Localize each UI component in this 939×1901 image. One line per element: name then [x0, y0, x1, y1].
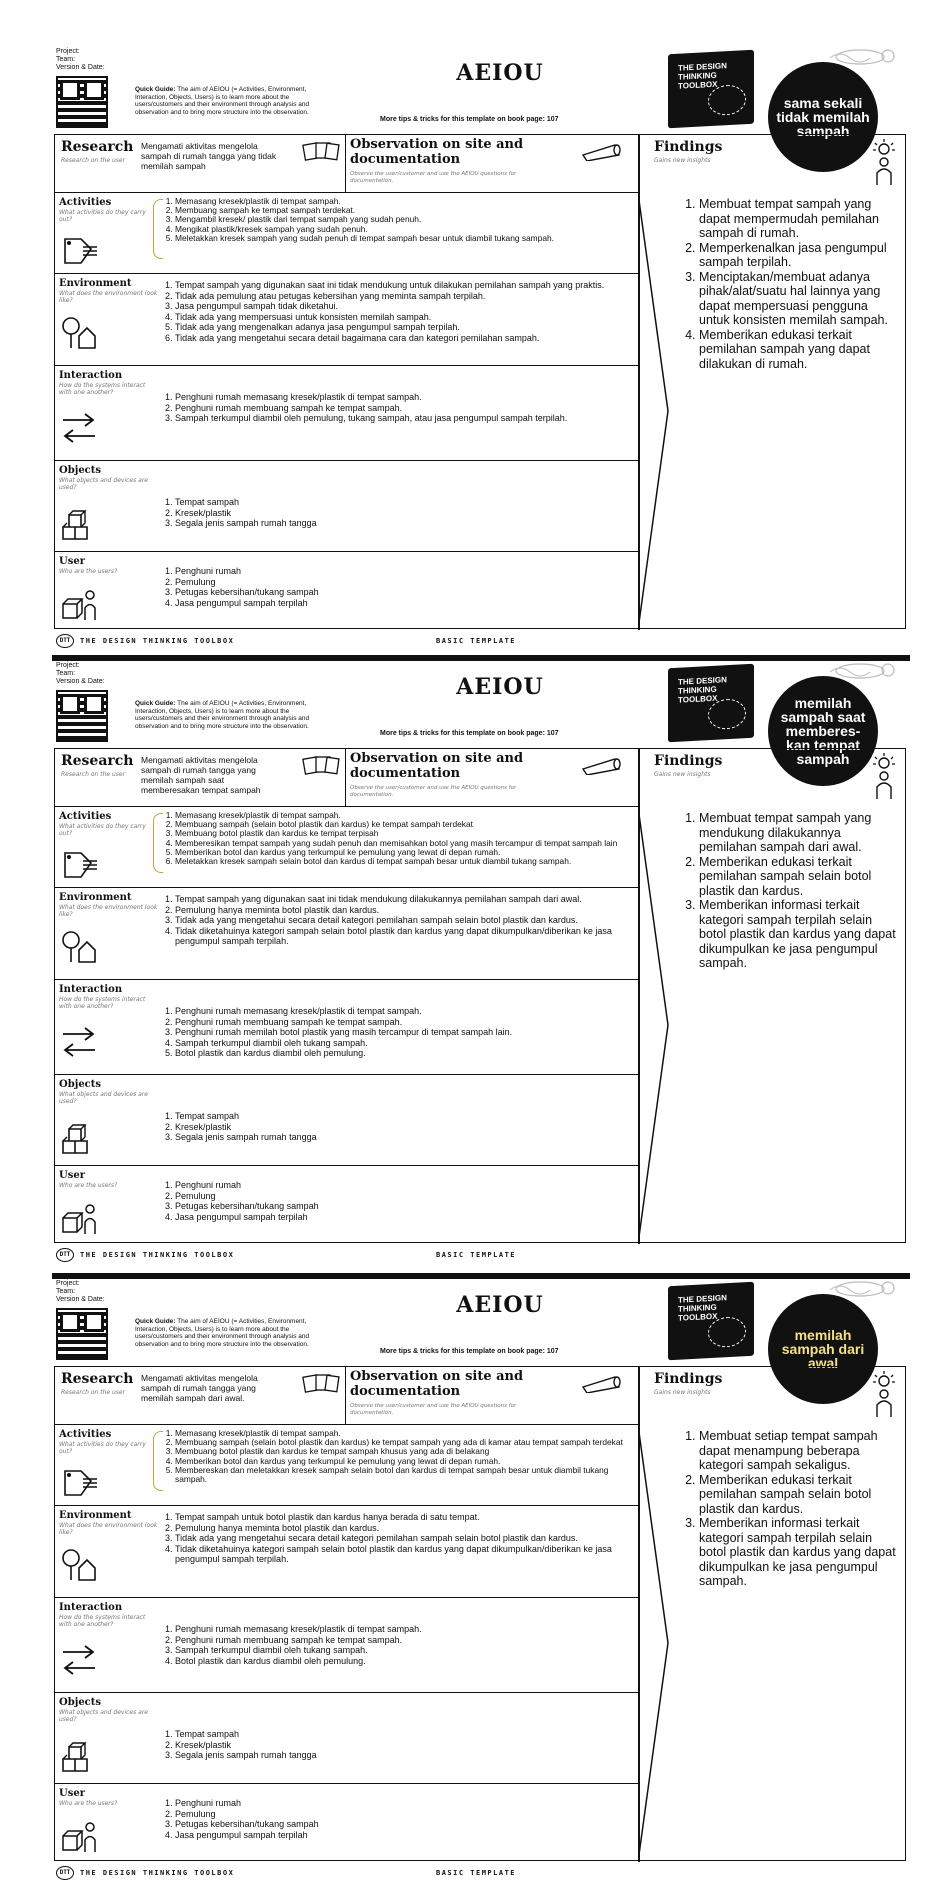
quick-guide-label: Quick Guide:: [135, 86, 176, 93]
findings-item: 3. Memberikan informasi terkait kategori sampah terpilah selain botol plastik dan kardus yang dapat dikumpulkan ke jasa pengumpul sampah.: [699, 898, 900, 971]
book-cover-image: [668, 50, 754, 129]
activities-subtitle: What activities do they carry out?: [59, 1441, 146, 1455]
quick-guide-label: Quick Guide:: [135, 1318, 176, 1325]
findings-heading: Findings: [654, 753, 723, 769]
environment-heading: Environment: [59, 1510, 132, 1521]
page-title: AEIOU: [456, 1292, 544, 1318]
sheet-separator: [52, 655, 910, 661]
findings-subtitle: Gains new insights: [654, 771, 711, 778]
aeiou-sections: [55, 193, 638, 630]
objects-subtitle: What objects and devices are used?: [59, 1091, 148, 1105]
meta-block: [56, 1280, 105, 1304]
interaction-heading: Interaction: [59, 1602, 123, 1613]
idea-person-icon: [871, 1369, 897, 1419]
user-section: [55, 552, 638, 630]
interaction-item: 4. Sampah terkumpul diambil oleh tukang sampah.: [175, 1038, 628, 1049]
meta-team: Team:: [56, 670, 76, 677]
research-subtitle: Research on the user: [61, 157, 126, 164]
meta-version: Version & Date:: [56, 64, 105, 71]
activities-item: 4. Memberesikan tempat sampah yang sudah penuh dan memisahkan botol yang masih tercampur di tempat sampah lain: [175, 839, 628, 848]
findings-item: 2. Memperkenalkan jasa pengumpul sampah terpilah.: [699, 241, 900, 270]
interaction-item: 2. Penghuni rumah membuang sampah ke tempat sampah.: [175, 1017, 628, 1028]
activities-item: 4. Mengikat plastik/kresek sampah yang sudah penuh.: [175, 225, 628, 234]
environment-item: 2. Tidak ada pemulung atau petugas kebersihan yang meminta sampah terpilah.: [175, 291, 628, 302]
objects-item: 1. Tempat sampah: [175, 497, 628, 508]
footer: [56, 1251, 856, 1263]
activities-item: 5. Memberikan botol dan kardus yang terkumpul ke pemulung yang lewat di depan rumah.: [175, 848, 628, 857]
page-title: AEIOU: [456, 60, 544, 86]
environment-list: [163, 1512, 628, 1565]
objects-heading: Objects: [59, 1079, 102, 1090]
meta-team: Team:: [56, 1288, 76, 1295]
meta-version: Version & Date:: [56, 1296, 105, 1303]
scribble-icon: [708, 84, 746, 116]
boxes-icon: [59, 1737, 99, 1773]
findings-heading: Findings: [654, 1371, 723, 1387]
interaction-section: [55, 366, 638, 461]
findings-subtitle: Gains new insights: [654, 157, 711, 164]
activities-list: [163, 811, 628, 866]
findings-item: 1. Membuat setiap tempat sampah dapat menampung beberapa kategori sampah sekaligus.: [699, 1429, 900, 1473]
environment-item: 4. Tidak diketahuinya kategori sampah selain botol plastik dan kardus yang dapat dikumpulkan/diberikan ke jasa pengumpul sampah terpilah.: [175, 1544, 628, 1565]
findings-item: 3. Menciptakan/membuat adanya pihak/alat/suatu hal lainnya yang dapat mempersuasi pengguna untuk konsisten memilah sampah.: [699, 270, 900, 328]
user-item: 3. Petugas kebersihan/tukang sampah: [175, 1819, 628, 1830]
footer-brand: THE DESIGN THINKING TOOLBOX: [80, 1251, 235, 1259]
objects-item: 1. Tempat sampah: [175, 1729, 628, 1740]
findings-item: 1. Membuat tempat sampah yang mendukung dilakukannya pemilahan sampah dari awal.: [699, 811, 900, 855]
tree-house-icon: [59, 1546, 99, 1582]
dtt-logo-icon: DTT: [56, 1866, 74, 1880]
interaction-subtitle: How do the systems interact with one another?: [59, 382, 146, 396]
findings-item: 2. Memberikan edukasi terkait pemilahan sampah selain botol plastik dan kardus.: [699, 855, 900, 899]
footer-template-label: BASIC TEMPLATE: [436, 637, 517, 645]
tips-text: More tips & tricks for this template on book page: 107: [380, 730, 559, 737]
activities-item: 5. Membereskan dan meletakkan kresek sampah selain botol dan kardus di tempat sampah besar untuk diambil tukang sampah.: [175, 1466, 628, 1484]
observation-section: [346, 749, 638, 807]
interaction-item: 2. Penghuni rumah membuang sampah ke tempat sampah.: [175, 403, 628, 414]
interaction-heading: Interaction: [59, 984, 123, 995]
tips-text: More tips & tricks for this template on book page: 107: [380, 116, 559, 123]
observation-heading: Observation on site and documentation: [350, 137, 524, 167]
user-item: 1. Penghuni rumah: [175, 566, 628, 577]
environment-item: 3. Tidak ada yang mengetahui secara detail kategori pemilahan sampah selain botol plastik dan kardus.: [175, 1533, 628, 1544]
research-section: [55, 135, 346, 193]
research-section: [55, 1367, 346, 1425]
activities-item: 3. Membuang botol plastik dan kardus ke tempat terpisah: [175, 829, 628, 838]
environment-section: [55, 274, 638, 366]
user-subtitle: Who are the users?: [59, 1182, 118, 1189]
aeiou-canvas: [54, 134, 906, 629]
objects-list: [163, 497, 628, 529]
environment-subtitle: What does the environment look like?: [59, 904, 158, 918]
environment-item: 5. Tidak ada yang mengenalkan adanya jasa pengumpul sampah terpilah.: [175, 322, 628, 333]
findings-section: [640, 749, 905, 1244]
environment-section: [55, 1506, 638, 1598]
aeiou-sections: [55, 1425, 638, 1862]
activities-item: 1. Memasang kresek/plastik di tempat sampah.: [175, 1429, 628, 1438]
scenario-label: sama sekali tidak memilah sampah: [776, 95, 870, 139]
qr-code-icon: [56, 1308, 108, 1360]
interaction-item: 1. Penghuni rumah memasang kresek/plastik di tempat sampah.: [175, 392, 628, 403]
findings-subtitle: Gains new insights: [654, 1389, 711, 1396]
user-item: 2. Pemulung: [175, 577, 628, 588]
objects-item: 1. Tempat sampah: [175, 1111, 628, 1122]
footer-template-label: BASIC TEMPLATE: [436, 1869, 517, 1877]
user-heading: User: [59, 1788, 85, 1799]
findings-list: [685, 197, 900, 371]
activities-item: 5. Meletakkan kresek sampah yang sudah penuh di tempat sampah besar untuk diambil tukang sampah.: [175, 234, 628, 243]
interaction-list: [163, 1624, 628, 1666]
aeiou-sheet: [0, 662, 939, 1296]
quick-guide-text: The aim of AEIOU (= Activities, Environment, Interaction, Objects, Users) is to learn more about the users/customers and their environment through analysis and observation and to bring more structure into the observation.: [135, 700, 310, 730]
footer-brand: THE DESIGN THINKING TOOLBOX: [80, 1869, 235, 1877]
book-cover-image: [668, 1282, 754, 1361]
findings-item: 4. Memberikan edukasi terkait pemilahan sampah yang dapat dilakukan di rumah.: [699, 328, 900, 372]
telescope-icon: [581, 141, 625, 161]
quick-guide: [135, 86, 325, 116]
book-title: THE DESIGN THINKING TOOLBOX: [678, 675, 727, 705]
activities-icon: [59, 233, 99, 269]
aeiou-sheet: [0, 48, 939, 682]
findings-list: [685, 1429, 900, 1589]
user-item: 2. Pemulung: [175, 1809, 628, 1820]
meta-block: [56, 48, 105, 72]
research-text: Mengamati aktivitas mengelola sampah di rumah tangga yang tidak memilah sampah: [141, 141, 277, 171]
interaction-section: [55, 980, 638, 1075]
scenario-label: memilah sampah dari awal: [781, 1327, 865, 1371]
user-list: [163, 1180, 628, 1222]
environment-heading: Environment: [59, 892, 132, 903]
activities-section: [55, 1425, 638, 1506]
observation-heading: Observation on site and documentation: [350, 751, 524, 781]
quick-guide: [135, 1318, 325, 1348]
cards-icon: [302, 1373, 340, 1393]
environment-subtitle: What does the environment look like?: [59, 1522, 158, 1536]
activities-item: 4. Memberikan botol dan kardus yang terkumpul ke pemulung yang lewat di depan rumah.: [175, 1457, 628, 1466]
footer-brand: THE DESIGN THINKING TOOLBOX: [80, 637, 235, 645]
objects-item: 2. Kresek/plastik: [175, 508, 628, 519]
quick-guide: [135, 700, 325, 730]
boxes-icon: [59, 1119, 99, 1155]
sheet-separator: [52, 1273, 910, 1279]
activities-section: [55, 807, 638, 888]
findings-item: 2. Memberikan edukasi terkait pemilahan sampah selain botol plastik dan kardus.: [699, 1473, 900, 1517]
interaction-section: [55, 1598, 638, 1693]
objects-list: [163, 1729, 628, 1761]
objects-list: [163, 1111, 628, 1143]
interaction-item: 3. Penghuni rumah memilah botol plastik yang masih tercampur di tempat sampah lain.: [175, 1027, 628, 1038]
activities-heading: Activities: [59, 1429, 112, 1440]
meta-project: Project:: [56, 662, 80, 669]
environment-section: [55, 888, 638, 980]
interaction-item: 5. Botol plastik dan kardus diambil oleh pemulung.: [175, 1048, 628, 1059]
environment-item: 6. Tidak ada yang mengetahui secara detail bagaimana cara dan kategori pemilahan sampah.: [175, 333, 628, 344]
meta-project: Project:: [56, 1280, 80, 1287]
observation-subtitle: Observe the user/customer and use the AEIOU questions for documentation.: [350, 171, 517, 184]
observation-heading: Observation on site and documentation: [350, 1369, 524, 1399]
research-heading: Research: [61, 1371, 134, 1387]
findings-section: [640, 1367, 905, 1862]
scribble-icon: [708, 698, 746, 730]
interaction-heading: Interaction: [59, 370, 123, 381]
environment-item: 1. Tempat sampah yang digunakan saat ini tidak mendukung untuk dilakukan pemilahan sampah yang praktis.: [175, 280, 628, 291]
interaction-item: 3. Sampah terkumpul diambil oleh tukang sampah.: [175, 1645, 628, 1656]
telescope-icon: [581, 755, 625, 775]
research-subtitle: Research on the user: [61, 1389, 126, 1396]
observation-section: [346, 135, 638, 193]
environment-item: 4. Tidak ada yang mempersuasi untuk konsisten memilah sampah.: [175, 312, 628, 323]
dtt-logo-icon: DTT: [56, 634, 74, 648]
environment-item: 3. Jasa pengumpul sampah tidak diketahui.: [175, 301, 628, 312]
footer: [56, 637, 856, 649]
user-item: 3. Petugas kebersihan/tukang sampah: [175, 1201, 628, 1212]
user-item: 4. Jasa pengumpul sampah terpilah: [175, 598, 628, 609]
interaction-item: 3. Sampah terkumpul diambil oleh pemulung, tukang sampah, atau jasa pengumpul sampah terpilah.: [175, 413, 628, 424]
user-item: 2. Pemulung: [175, 1191, 628, 1202]
telescope-icon: [581, 1373, 625, 1393]
activities-item: 1. Memasang kresek/plastik di tempat sampah.: [175, 811, 628, 820]
objects-item: 3. Segala jenis sampah rumah tangga: [175, 1132, 628, 1143]
activities-item: 1. Memasang kresek/plastik di tempat sampah.: [175, 197, 628, 206]
user-subtitle: Who are the users?: [59, 1800, 118, 1807]
boxes-icon: [59, 505, 99, 541]
cards-icon: [302, 755, 340, 775]
page-title: AEIOU: [456, 674, 544, 700]
exchange-arrows-icon: [59, 1024, 99, 1060]
objects-heading: Objects: [59, 465, 102, 476]
user-item: 1. Penghuni rumah: [175, 1798, 628, 1809]
observation-subtitle: Observe the user/customer and use the AEIOU questions for documentation.: [350, 785, 517, 798]
activities-bracket: [153, 813, 163, 873]
interaction-subtitle: How do the systems interact with one another?: [59, 996, 146, 1010]
activities-subtitle: What activities do they carry out?: [59, 823, 146, 837]
activities-list: [163, 1429, 628, 1484]
interaction-list: [163, 1006, 628, 1059]
objects-section: [55, 1075, 638, 1166]
objects-section: [55, 461, 638, 552]
user-subtitle: Who are the users?: [59, 568, 118, 575]
user-section: [55, 1784, 638, 1862]
book-title: THE DESIGN THINKING TOOLBOX: [678, 61, 727, 91]
research-heading: Research: [61, 139, 134, 155]
environment-item: 2. Pemulung hanya meminta botol plastik dan kardus.: [175, 1523, 628, 1534]
scribble-icon: [708, 1316, 746, 1348]
interaction-item: 4. Botol plastik dan kardus diambil oleh pemulung.: [175, 1656, 628, 1667]
research-subtitle: Research on the user: [61, 771, 126, 778]
environment-heading: Environment: [59, 278, 132, 289]
aeiou-canvas: [54, 1366, 906, 1861]
meta-project: Project:: [56, 48, 80, 55]
environment-item: 2. Pemulung hanya meminta botol plastik dan kardus.: [175, 905, 628, 916]
interaction-item: 2. Penghuni rumah membuang sampah ke tempat sampah.: [175, 1635, 628, 1646]
cards-icon: [302, 141, 340, 161]
findings-section: [640, 135, 905, 630]
user-item: 4. Jasa pengumpul sampah terpilah: [175, 1212, 628, 1223]
qr-code-icon: [56, 690, 108, 742]
activities-item: 3. Membuang botol plastik dan kardus ke tempat sampah khusus yang ada di belakang: [175, 1447, 628, 1456]
research-text: Mengamati aktivitas mengelola sampah di rumah tangga yang memilah sampah saat memberesakan tempat sampah: [141, 755, 261, 795]
environment-item: 4. Tidak diketahuinya kategori sampah selain botol plastik dan kardus yang dapat dikumpulkan/diberikan ke jasa pengumpul sampah terpilah.: [175, 926, 628, 947]
user-with-box-icon: [59, 1818, 99, 1854]
quick-guide-text: The aim of AEIOU (= Activities, Environment, Interaction, Objects, Users) is to learn more about the users/customers and their environment through analysis and observation and to bring more structure into the observation.: [135, 86, 310, 116]
dtt-logo-icon: DTT: [56, 1248, 74, 1262]
user-list: [163, 566, 628, 608]
research-text: Mengamati aktivitas mengelola sampah di rumah tangga yang memilah sampah dari awal.: [141, 1373, 258, 1403]
environment-list: [163, 280, 628, 343]
environment-list: [163, 894, 628, 947]
findings-list: [685, 811, 900, 971]
environment-item: 3. Tidak ada yang mengetahui secara detail kategori pemilahan sampah selain botol plastik dan kardus.: [175, 915, 628, 926]
aeiou-sections: [55, 807, 638, 1244]
findings-heading: Findings: [654, 139, 723, 155]
user-with-box-icon: [59, 586, 99, 622]
objects-item: 3. Segala jenis sampah rumah tangga: [175, 1750, 628, 1761]
objects-section: [55, 1693, 638, 1784]
interaction-item: 1. Penghuni rumah memasang kresek/plastik di tempat sampah.: [175, 1624, 628, 1635]
activities-section: [55, 193, 638, 274]
objects-subtitle: What objects and devices are used?: [59, 1709, 148, 1723]
scenario-label: memilah sampah saat memberes-kan tempat sampah: [780, 695, 866, 767]
quick-guide-label: Quick Guide:: [135, 700, 176, 707]
research-section: [55, 749, 346, 807]
meta-team: Team:: [56, 56, 76, 63]
activities-list: [163, 197, 628, 243]
environment-item: 1. Tempat sampah untuk botol plastik dan kardus hanya berada di satu tempat.: [175, 1512, 628, 1523]
user-list: [163, 1798, 628, 1840]
objects-heading: Objects: [59, 1697, 102, 1708]
exchange-arrows-icon: [59, 1642, 99, 1678]
activities-heading: Activities: [59, 197, 112, 208]
environment-item: 1. Tempat sampah yang digunakan saat ini tidak mendukung dilakukannya pemilahan sampah dari awal.: [175, 894, 628, 905]
tips-text: More tips & tricks for this template on book page: 107: [380, 1348, 559, 1355]
interaction-item: 1. Penghuni rumah memasang kresek/plastik di tempat sampah.: [175, 1006, 628, 1017]
meta-version: Version & Date:: [56, 678, 105, 685]
observation-subtitle: Observe the user/customer and use the AEIOU questions for documentation.: [350, 1403, 517, 1416]
observation-section: [346, 1367, 638, 1425]
user-heading: User: [59, 1170, 85, 1181]
activities-bracket: [153, 1431, 163, 1491]
book-cover-image: [668, 664, 754, 743]
aeiou-sheet: [0, 1280, 939, 1901]
research-heading: Research: [61, 753, 134, 769]
activities-subtitle: What activities do they carry out?: [59, 209, 146, 223]
footer-template-label: BASIC TEMPLATE: [436, 1251, 517, 1259]
activities-bracket: [153, 199, 163, 259]
environment-subtitle: What does the environment look like?: [59, 290, 158, 304]
activities-item: 2. Membuang sampah ke tempat sampah terdekat.: [175, 206, 628, 215]
activities-item: 2. Membuang sampah (selain botol plastik dan kardus) ke tempat sampah terdekat: [175, 820, 628, 829]
objects-subtitle: What objects and devices are used?: [59, 477, 148, 491]
user-item: 3. Petugas kebersihan/tukang sampah: [175, 587, 628, 598]
book-title: THE DESIGN THINKING TOOLBOX: [678, 1293, 727, 1323]
qr-code-icon: [56, 76, 108, 128]
quick-guide-text: The aim of AEIOU (= Activities, Environment, Interaction, Objects, Users) is to learn more about the users/customers and their environment through analysis and observation and to bring more structure into the observation.: [135, 1318, 310, 1348]
activities-item: 3. Mengambil kresek/ plastik dari tempat sampah yang sudah penuh.: [175, 215, 628, 224]
meta-block: [56, 662, 105, 686]
activities-heading: Activities: [59, 811, 112, 822]
tree-house-icon: [59, 928, 99, 964]
activities-icon: [59, 847, 99, 883]
activities-item: 6. Meletakkan kresek sampah selain botol dan kardus di tempat sampah besar untuk diambil tukang sampah.: [175, 857, 628, 866]
objects-item: 2. Kresek/plastik: [175, 1740, 628, 1751]
exchange-arrows-icon: [59, 410, 99, 446]
user-with-box-icon: [59, 1200, 99, 1236]
interaction-list: [163, 392, 628, 424]
activities-icon: [59, 1465, 99, 1501]
activities-item: 2. Membuang sampah (selain botol plastik dan kardus) ke tempat sampah yang ada di kamar atau tempat sampah terdekat: [175, 1438, 628, 1447]
interaction-subtitle: How do the systems interact with one another?: [59, 1614, 146, 1628]
user-item: 4. Jasa pengumpul sampah terpilah: [175, 1830, 628, 1841]
idea-person-icon: [871, 751, 897, 801]
objects-item: 3. Segala jenis sampah rumah tangga: [175, 518, 628, 529]
user-item: 1. Penghuni rumah: [175, 1180, 628, 1191]
aeiou-canvas: [54, 748, 906, 1243]
findings-item: 3. Memberikan informasi terkait kategori sampah terpilah selain botol plastik dan kardus yang dapat dikumpulkan ke jasa pengumpul sampah.: [699, 1516, 900, 1589]
tree-house-icon: [59, 314, 99, 350]
user-section: [55, 1166, 638, 1244]
footer: [56, 1869, 856, 1881]
user-heading: User: [59, 556, 85, 567]
objects-item: 2. Kresek/plastik: [175, 1122, 628, 1133]
findings-item: 1. Membuat tempat sampah yang dapat mempermudah pemilahan sampah di rumah.: [699, 197, 900, 241]
idea-person-icon: [871, 137, 897, 187]
